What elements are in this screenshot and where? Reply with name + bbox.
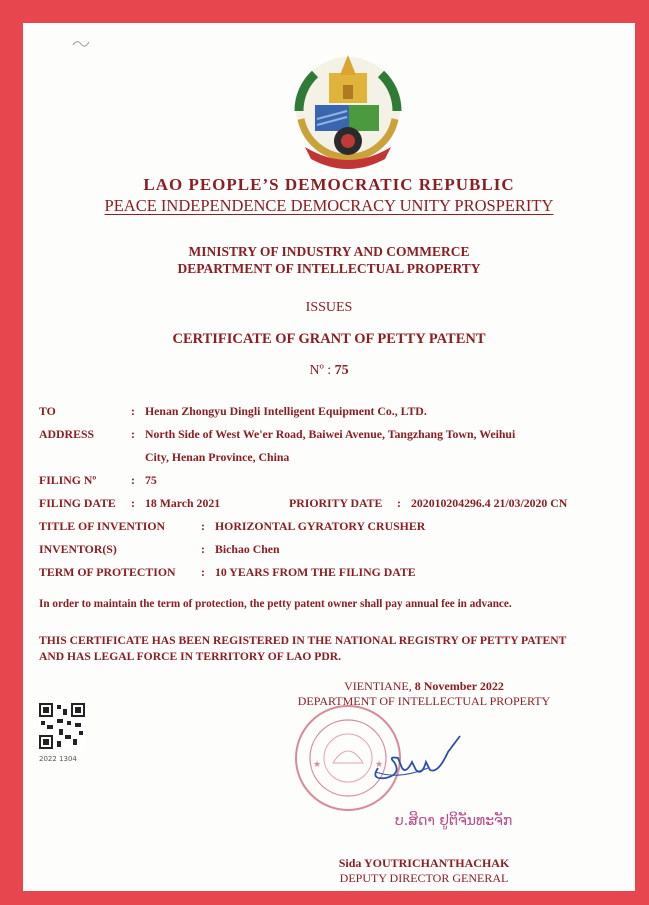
field-address-cont: [39, 448, 619, 471]
number-label: Nº :: [309, 363, 332, 378]
address-colon: :: [131, 427, 135, 441]
issues-label: ISSUES: [305, 300, 353, 315]
field-term: [39, 563, 619, 586]
signatory-position: DEPUTY DIRECTOR GENERAL: [339, 871, 509, 885]
annual-fee-note: In order to maintain the term of protection, the petty patent owner shall pay annual fee in advance.: [39, 598, 512, 610]
field-filing-no: [39, 471, 619, 494]
to-value: Henan Zhongyu Dingli Intelligent Equipment Co., LTD.: [145, 404, 427, 418]
certificate-sheet: [23, 23, 635, 891]
country-title: LAO PEOPLE’S DEMOCRATIC REPUBLIC: [143, 175, 515, 194]
national-emblem-icon: [285, 49, 411, 173]
qr-code-icon: [39, 703, 85, 749]
field-filing-date: [39, 494, 619, 517]
filing-no-value: 75: [145, 473, 157, 487]
filing-date-colon: :: [131, 496, 135, 510]
pen-mark-icon: [71, 37, 91, 49]
ministry-block: [23, 243, 635, 277]
place-date-line: [273, 679, 575, 694]
title-value: HORIZONTAL GYRATORY CRUSHER: [215, 519, 426, 533]
handwritten-signature-icon: [368, 728, 468, 788]
certificate-number: [23, 363, 635, 379]
filing-date-value: 18 March 2021: [145, 496, 221, 510]
inventor-label: INVENTOR(S): [39, 542, 117, 556]
registration-line-2: AND HAS LEGAL FORCE IN TERRITORY OF LAO PDR.: [39, 650, 342, 663]
priority-date-value: 202010204296.4 21/03/2020 CN: [411, 496, 568, 510]
lao-signatory-name: ບ.ສິດາ ຢູຕິຈັນທະຈັກ: [395, 813, 513, 829]
country-motto: [23, 196, 635, 216]
term-colon: :: [201, 565, 205, 579]
issue-place: VIENTIANE,: [344, 679, 412, 693]
title-label: TITLE OF INVENTION: [39, 519, 166, 533]
signatory-name: Sida YOUTRICHANTHACHAK: [338, 856, 510, 870]
field-address: [39, 425, 619, 448]
issue-date: 8 November 2022: [414, 679, 504, 693]
issuing-department: DEPARTMENT OF INTELLECTUAL PROPERTY: [297, 694, 551, 708]
inventor-value: Bichao Chen: [215, 542, 280, 556]
inventor-colon: :: [201, 542, 205, 556]
address-line2: City, Henan Province, China: [145, 450, 290, 464]
to-colon: :: [131, 404, 135, 418]
filing-no-colon: :: [131, 473, 135, 487]
field-to: [39, 402, 619, 425]
field-title: [39, 517, 619, 540]
signatory-block: [273, 856, 575, 886]
priority-colon: :: [397, 496, 401, 510]
patent-fields: [39, 402, 619, 586]
registration-statement: [39, 633, 629, 665]
qr-caption: 2022 1304: [39, 755, 77, 763]
certificate-title: CERTIFICATE OF GRANT OF PETTY PATENT: [172, 331, 486, 347]
svg-text:★: ★: [375, 760, 384, 770]
country-motto-text: PEACE INDEPENDENCE DEMOCRACY UNITY PROSPERITY: [104, 196, 554, 215]
number-value: 75: [334, 363, 349, 378]
address-line1: North Side of West We'er Road, Baiwei Avenue, Tangzhang Town, Weihui: [145, 427, 516, 441]
department-name: DEPARTMENT OF INTELLECTUAL PROPERTY: [177, 261, 481, 276]
registration-line-1: THIS CERTIFICATE HAS BEEN REGISTERED IN THE NATIONAL REGISTRY OF PETTY PATENT: [39, 634, 567, 647]
ministry-name: MINISTRY OF INDUSTRY AND COMMERCE: [188, 244, 470, 259]
term-value: 10 YEARS FROM THE FILING DATE: [215, 565, 416, 579]
term-label: TERM OF PROTECTION: [39, 565, 176, 579]
title-colon: :: [201, 519, 205, 533]
filing-date-label: FILING DATE: [39, 496, 116, 510]
address-label: ADDRESS: [39, 427, 95, 441]
to-label: TO: [39, 404, 56, 418]
field-inventor: [39, 540, 619, 563]
priority-date-label: PRIORITY DATE: [289, 496, 383, 510]
filing-no-label: FILING Nº: [39, 473, 97, 487]
svg-text:★: ★: [313, 760, 322, 770]
